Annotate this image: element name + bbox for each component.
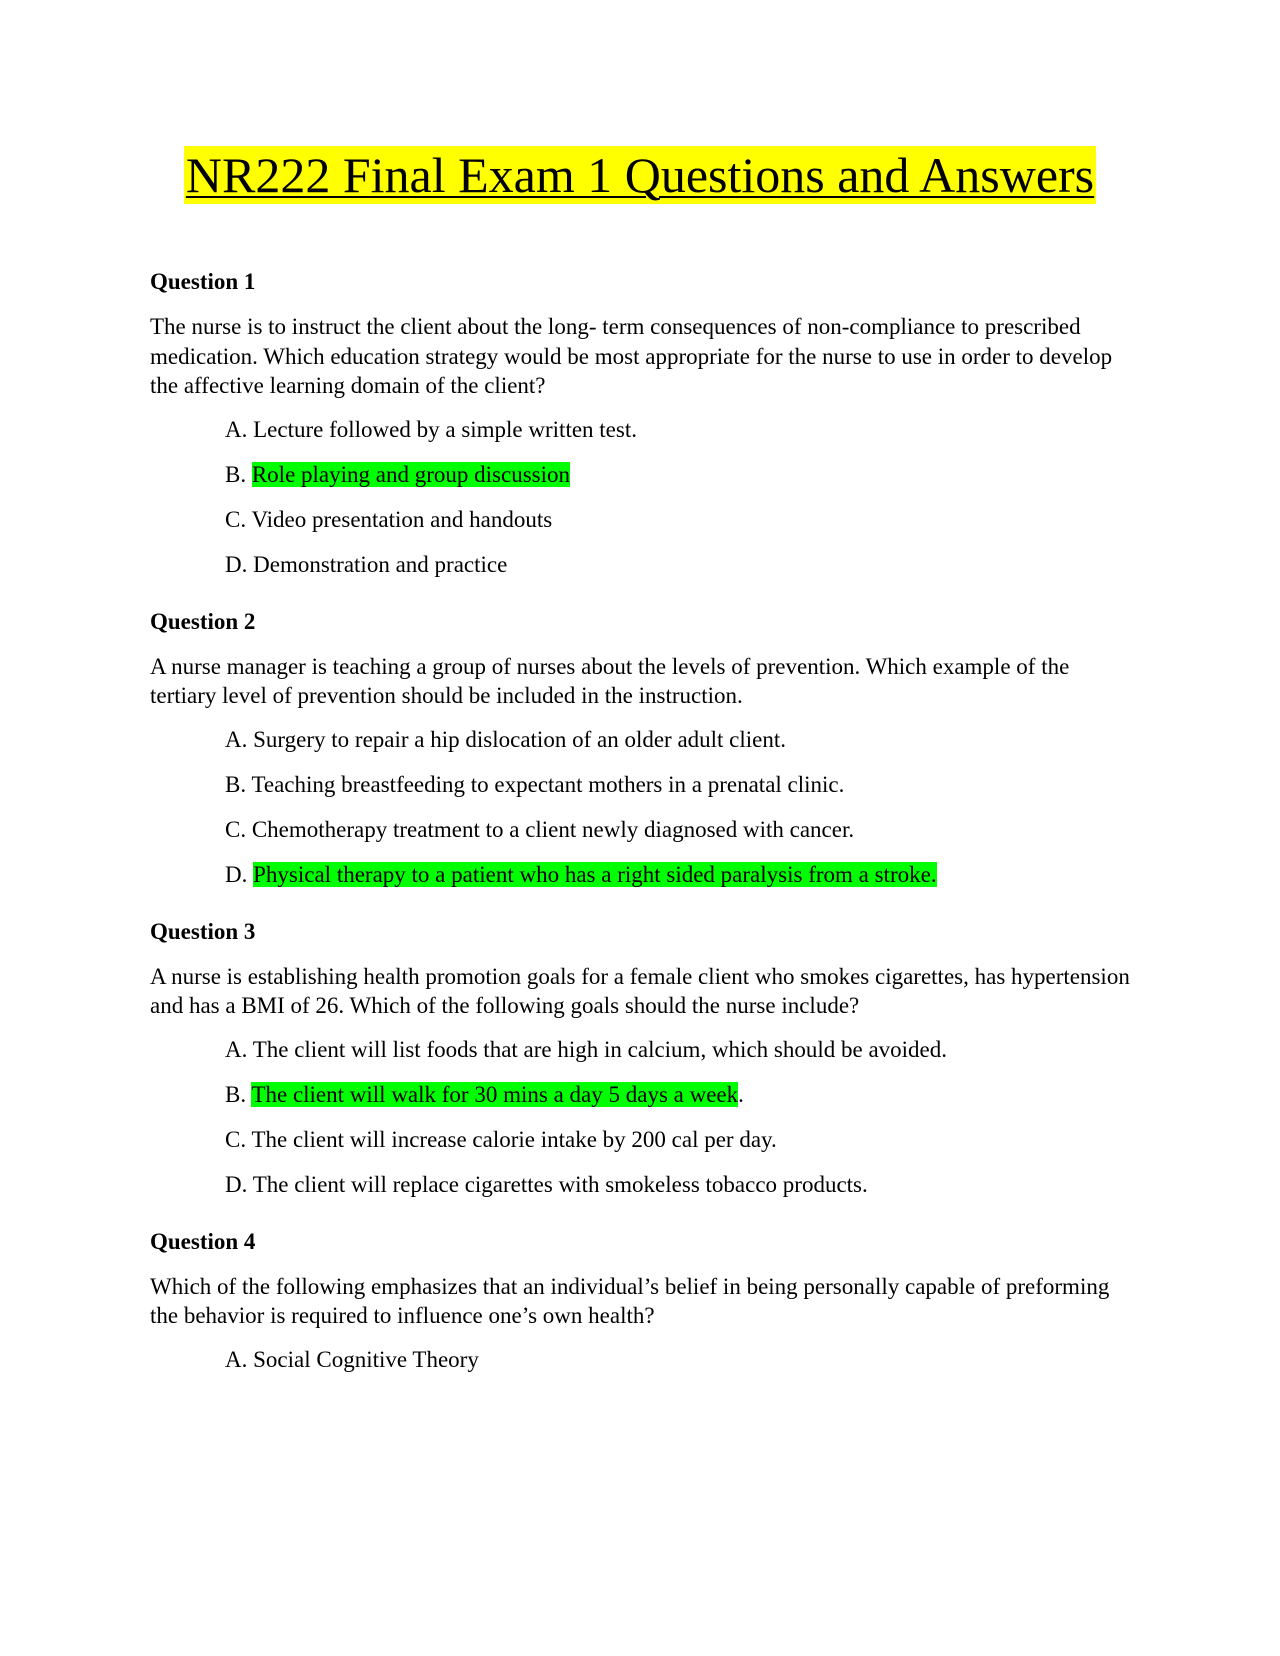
option-text: The client will replace cigarettes with smokeless tobacco products.: [252, 1171, 868, 1197]
option-text: The client will increase calorie intake by 200 cal per day.: [251, 1126, 777, 1152]
answer-option: [150, 415, 1130, 444]
answer-option: [150, 1035, 1130, 1064]
option-letter: B.: [225, 771, 252, 797]
answer-option: [150, 725, 1130, 754]
question-text: The nurse is to instruct the client about the long- term consequences of non-compliance to prescribed medication. Which education strategy would be most appropriate for the nurse to use in order to develop the affective learning domain of the client?: [150, 314, 1113, 398]
answer-option: [150, 815, 1130, 844]
question-text: Which of the following emphasizes that an individual’s belief in being personally capable of preforming the behavior is required to influence one’s own health?: [150, 1273, 1110, 1328]
option-text: Surgery to repair a hip dislocation of an older adult client.: [253, 726, 787, 752]
question-heading: Question 4: [150, 1228, 256, 1254]
option-letter: B.: [225, 461, 252, 487]
question-block: [150, 268, 1130, 579]
question-list: [150, 265, 1130, 1403]
document-title: NR222 Final Exam 1 Questions and Answers: [185, 147, 1095, 203]
question-block: [150, 1228, 1130, 1374]
question-block: [150, 608, 1130, 889]
option-letter: A.: [225, 726, 254, 752]
question-text: A nurse manager is teaching a group of nurses about the levels of prevention. Which example of the tertiary level of prevention should be included in the instruction.: [150, 653, 1070, 708]
option-text: Social Cognitive Theory: [253, 1346, 479, 1372]
question-block: [150, 918, 1130, 1199]
answer-options: [150, 415, 1130, 579]
title-container: [0, 146, 1280, 204]
question-heading: Question 3: [150, 918, 256, 944]
question-heading: Question 2: [150, 608, 256, 634]
option-text: Chemotherapy treatment to a client newly diagnosed with cancer.: [251, 816, 855, 842]
answer-option: [150, 550, 1130, 579]
answer-option: [150, 460, 1130, 489]
answer-option: [150, 1080, 1130, 1109]
option-letter: C.: [225, 506, 252, 532]
option-text: Demonstration and practice: [253, 551, 508, 577]
option-letter: A.: [225, 416, 254, 442]
question-heading: Question 1: [150, 269, 256, 294]
answer-option: [150, 1345, 1130, 1374]
answer-options: [150, 1345, 1130, 1374]
option-text: Video presentation and handouts: [251, 506, 553, 532]
answer-option: [150, 1170, 1130, 1199]
question-text: A nurse is establishing health promotion goals for a female client who smokes cigarettes, has hypertension and has a BMI of 26. Which of the following goals should the nurse include?: [150, 963, 1130, 1018]
option-letter: A.: [225, 1036, 253, 1062]
answer-option: [150, 770, 1130, 799]
option-letter: D.: [225, 861, 254, 887]
answer-options: [150, 1035, 1130, 1199]
answer-options: [150, 725, 1130, 889]
answer-option: [150, 860, 1130, 889]
option-text: Teaching breastfeeding to expectant mothers in a prenatal clinic.: [251, 771, 845, 797]
option-suffix: .: [738, 1081, 744, 1107]
correct-answer-text: Role playing and group discussion: [251, 461, 570, 487]
option-letter: D.: [225, 1171, 253, 1197]
option-letter: D.: [225, 551, 254, 577]
option-letter: C.: [225, 1126, 252, 1152]
correct-answer-text: The client will walk for 30 mins a day 5 days a week: [251, 1081, 739, 1107]
option-text: Lecture followed by a simple written test.: [253, 416, 637, 442]
option-text: The client will list foods that are high in calcium, which should be avoided.: [252, 1036, 948, 1062]
option-letter: C.: [225, 816, 252, 842]
answer-option: [150, 1125, 1130, 1154]
option-letter: B.: [225, 1081, 252, 1107]
option-letter: A.: [225, 1346, 254, 1372]
answer-option: [150, 505, 1130, 534]
correct-answer-text: Physical therapy to a patient who has a right sided paralysis from a stroke.: [253, 861, 937, 887]
